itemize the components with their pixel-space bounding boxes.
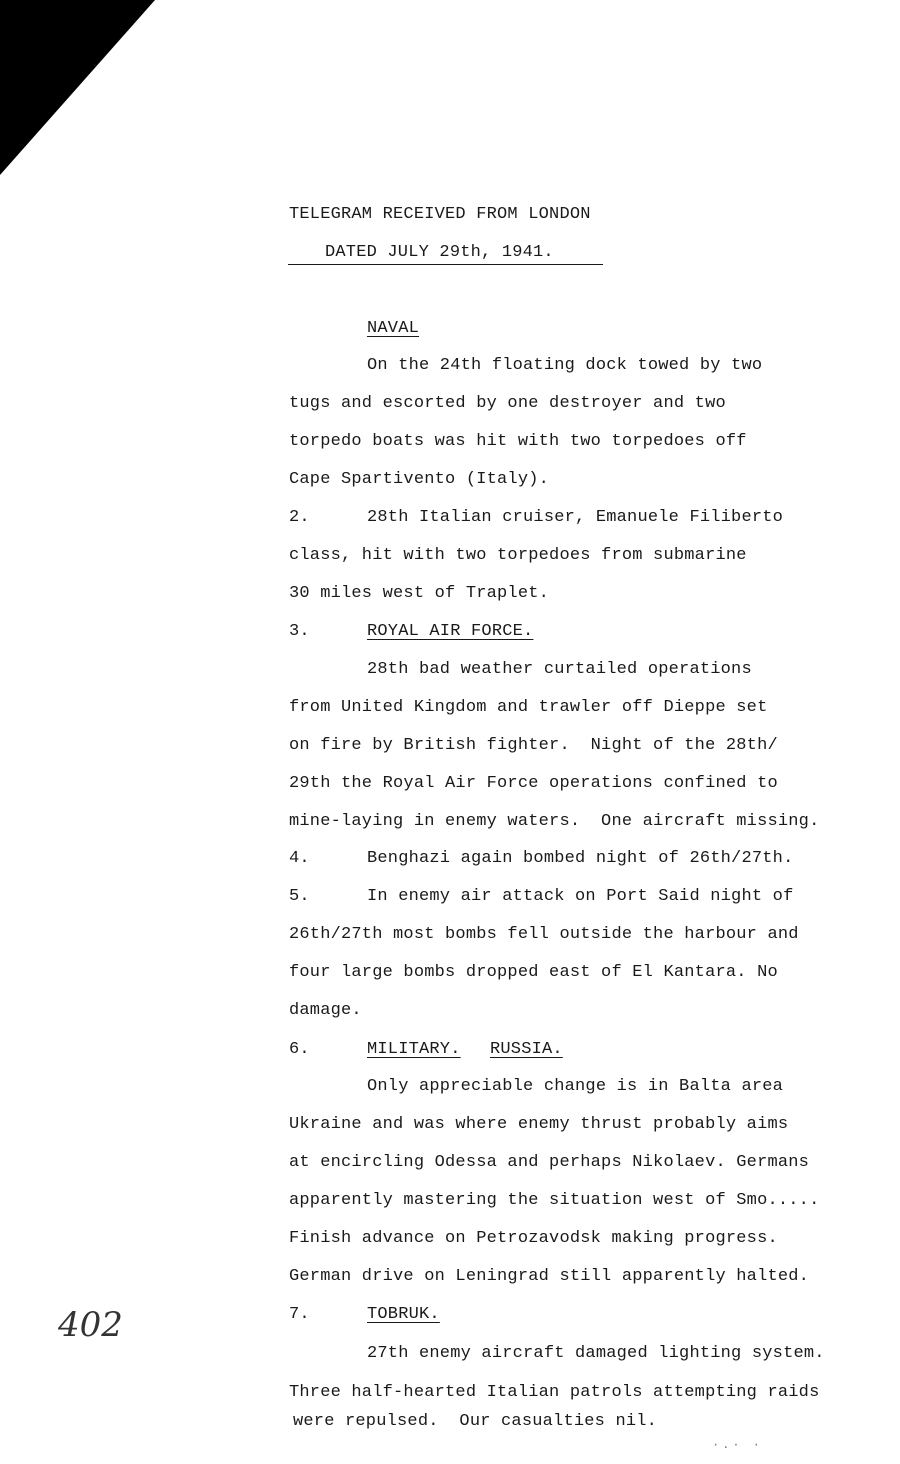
section-heading-naval: NAVAL: [367, 319, 420, 338]
item6-line: Finish advance on Petrozavodsk making progress.: [289, 1229, 778, 1248]
naval-line: On the 24th floating dock towed by two: [367, 356, 763, 375]
section-heading-raf: ROYAL AIR FORCE.: [367, 622, 534, 641]
section-heading-military: MILITARY.: [367, 1040, 461, 1059]
item2-line: 28th Italian cruiser, Emanuele Filiberto: [367, 508, 784, 527]
telegram-title: TELEGRAM RECEIVED FROM LONDON: [289, 205, 591, 224]
item-number: 4.: [289, 849, 310, 868]
item3-line: from United Kingdom and trawler off Dieppe set: [289, 698, 768, 717]
item7-line: Three half-hearted Italian patrols attempting raids: [289, 1383, 820, 1402]
item6-line: apparently mastering the situation west of Smo.....: [289, 1191, 820, 1210]
item-number: 5.: [289, 887, 310, 906]
folded-corner-shadow: [0, 0, 160, 180]
item6-line: Only appreciable change is in Balta area: [367, 1077, 784, 1096]
item4-line: Benghazi again bombed night of 26th/27th.: [367, 849, 794, 868]
item2-line: 30 miles west of Traplet.: [289, 584, 550, 603]
item7-line: 27th enemy aircraft damaged lighting system.: [367, 1344, 825, 1363]
item-number: 7.: [289, 1305, 310, 1324]
item3-line: 29th the Royal Air Force operations confined to: [289, 774, 778, 793]
date-underline: [288, 264, 603, 265]
naval-line: tugs and escorted by one destroyer and two: [289, 394, 726, 413]
item6-line: at encircling Odessa and perhaps Nikolaev. Germans: [289, 1153, 810, 1172]
item-number: 2.: [289, 508, 310, 527]
section-heading-tobruk: TOBRUK.: [367, 1305, 440, 1324]
item-number: 6.: [289, 1040, 310, 1059]
naval-line: Cape Spartivento (Italy).: [289, 470, 550, 489]
handwritten-margin-note: 402: [58, 1305, 123, 1345]
item6-line: German drive on Leningrad still apparently halted.: [289, 1267, 810, 1286]
scan-specks: ·.· ·: [712, 1438, 764, 1452]
item5-line: four large bombs dropped east of El Kantara. No: [289, 963, 778, 982]
item3-line: on fire by British fighter. Night of the 28th/: [289, 736, 778, 755]
item-number: 3.: [289, 622, 310, 641]
naval-line: torpedo boats was hit with two torpedoes off: [289, 432, 747, 451]
item2-line: class, hit with two torpedoes from submarine: [289, 546, 747, 565]
telegram-date: DATED JULY 29th, 1941.: [325, 243, 554, 262]
item6-line: Ukraine and was where enemy thrust probably aims: [289, 1115, 789, 1134]
item5-line: In enemy air attack on Port Said night of: [367, 887, 794, 906]
item3-line: mine-laying in enemy waters. One aircraft missing.: [289, 812, 820, 831]
section-heading-russia: RUSSIA.: [490, 1040, 563, 1059]
item7-line: were repulsed. Our casualties nil.: [293, 1412, 658, 1431]
item5-line: 26th/27th most bombs fell outside the harbour and: [289, 925, 799, 944]
item3-line: 28th bad weather curtailed operations: [367, 660, 752, 679]
item5-line: damage.: [289, 1001, 362, 1020]
